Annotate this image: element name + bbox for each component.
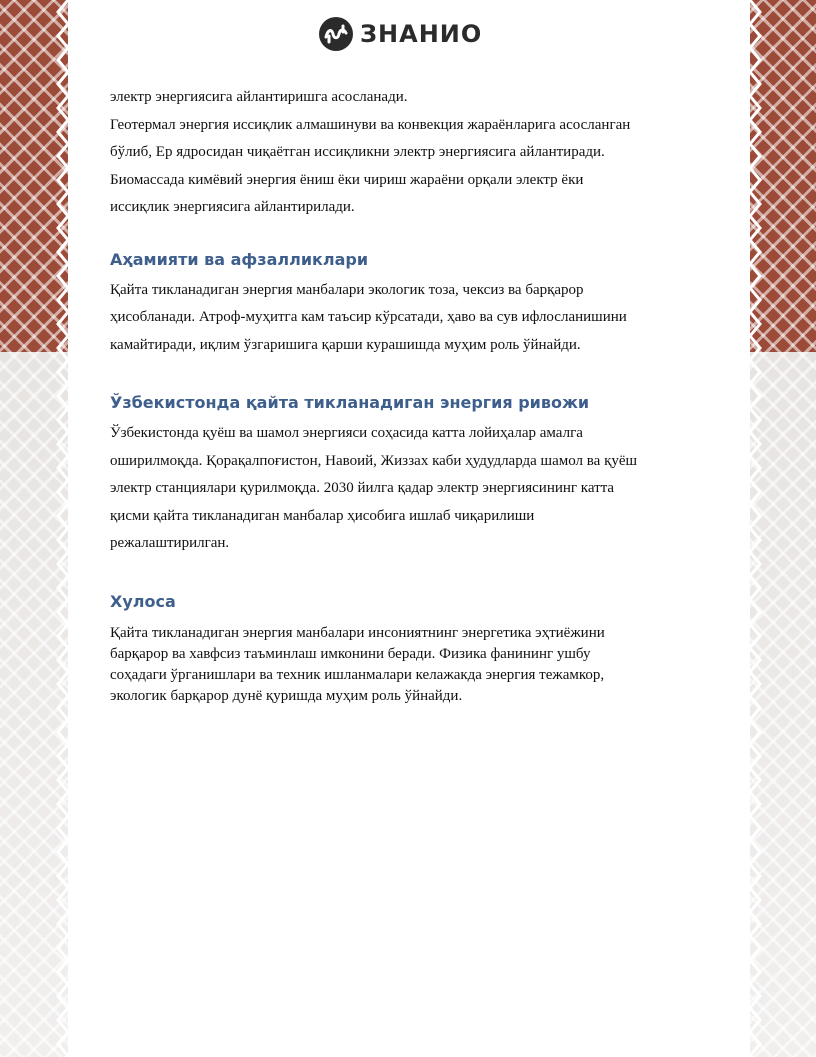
section-heading-uzbekistan: Ўзбекистонда қайта тикланадиган энергия ривожи bbox=[110, 393, 590, 412]
text-line: Ўзбекистонда қуёш ва шамол энергияси соҳасида катта лойиҳалар амалга bbox=[110, 425, 583, 441]
uzbekistan-paragraph bbox=[110, 420, 710, 558]
conclusion-paragraph bbox=[110, 623, 710, 707]
document-content bbox=[110, 84, 710, 707]
logo-text: ЗНАНИО bbox=[360, 20, 483, 48]
text-line: барқарор ва хавфсиз таъминлаш имконини беради. Физика фанининг ушбу bbox=[110, 645, 591, 662]
text-line: оширилмоқда. Қорақалпоғистон, Навоий, Жиззах каби ҳудудларда шамол ва қуёш bbox=[110, 452, 638, 469]
text-line: экологик барқарор дунё қуришда муҳим роль ўйнайди. bbox=[110, 687, 463, 704]
text-line: Геотермал энергия иссиқлик алмашинуви ва конвекция жараёнларига асосланган bbox=[110, 116, 631, 133]
importance-paragraph bbox=[110, 277, 710, 360]
text-line: Қайта тикланадиган энергия манбалари экологик тоза, чексиз ва барқарор bbox=[110, 281, 584, 298]
left-border-zigzag bbox=[56, 0, 68, 1057]
znanio-logo-icon bbox=[318, 16, 354, 52]
right-decorative-border bbox=[750, 0, 816, 1057]
text-line: камайтиради, иқлим ўзгаришига қарши курашишда муҳим роль ўйнайди. bbox=[110, 336, 581, 353]
section-heading-conclusion: Хулоса bbox=[110, 591, 176, 611]
intro-paragraph bbox=[110, 84, 710, 222]
text-line: Биомассада кимёвий энергия ёниш ёки чириш жараёни орқали электр ёки bbox=[110, 171, 584, 188]
text-line: режалаштирилган. bbox=[110, 535, 230, 551]
text-line: иссиқлик энергиясига айлантирилади. bbox=[110, 199, 355, 215]
left-decorative-border bbox=[0, 0, 68, 1057]
znanio-logo[interactable] bbox=[318, 14, 482, 54]
text-line: ҳисобланади. Атроф-муҳитга кам таъсир кўрсатади, ҳаво ва сув ифлосланишини bbox=[110, 309, 627, 325]
text-line: қисми қайта тикланадиган манбалар ҳисобига ишлаб чиқарилиши bbox=[110, 507, 535, 524]
text-line: соҳадаги ўрганишлари ва техник ишланмалари келажакда энергия тежамкор, bbox=[110, 666, 605, 683]
section-heading-importance: Аҳамияти ва афзалликлари bbox=[110, 249, 369, 269]
text-line: Қайта тикланадиган энергия манбалари инсониятнинг энергетика эҳтиёжини bbox=[110, 624, 605, 641]
text-line: бўлиб, Ер ядросидан чиқаётган иссиқликни электр энергиясига айлантиради. bbox=[110, 144, 605, 160]
text-line: электр энергиясига айлантиришга асосланади. bbox=[110, 89, 408, 105]
document-page bbox=[68, 0, 750, 1057]
text-line: электр станциялари қурилмоқда. 2030 йилга қадар электр энергиясининг катта bbox=[110, 480, 615, 496]
right-border-zigzag bbox=[750, 0, 762, 1057]
